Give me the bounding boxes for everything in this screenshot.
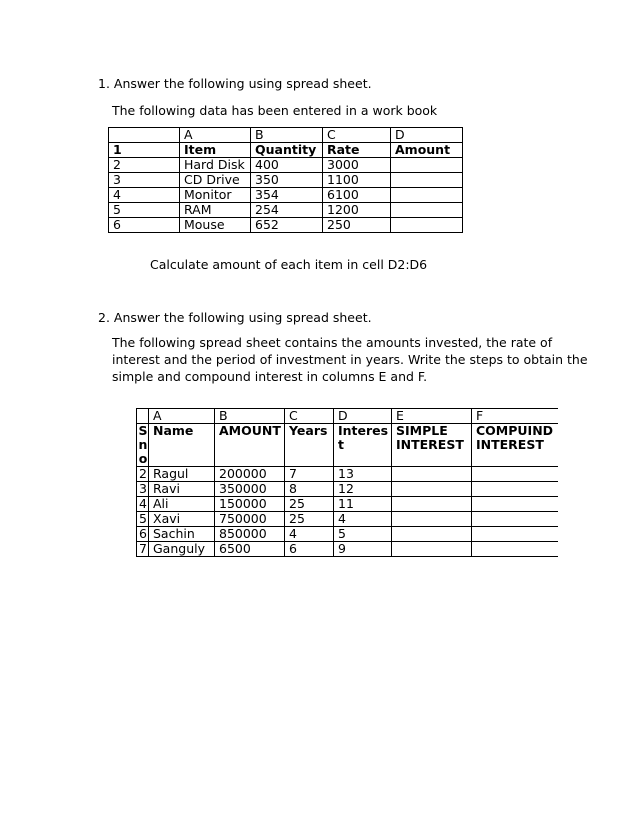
column-letter: B — [251, 128, 323, 143]
column-letter: B — [215, 409, 285, 424]
column-letter: C — [323, 128, 391, 143]
row-number: 6 — [137, 527, 149, 542]
table-2-spreadsheet — [136, 408, 558, 557]
cell — [392, 497, 472, 512]
question-2-heading: 2. Answer the following using spread sheet. — [98, 310, 372, 325]
cell — [472, 512, 558, 527]
cell: 254 — [251, 203, 323, 218]
column-letter: A — [149, 409, 215, 424]
row-number: 4 — [109, 188, 180, 203]
cell — [391, 158, 463, 173]
table-row — [137, 542, 558, 557]
cell: Xavi — [149, 512, 215, 527]
cell: 350000 — [215, 482, 285, 497]
cell — [472, 527, 558, 542]
table-row — [137, 482, 558, 497]
question-2-intro-line-3: simple and compound interest in columns E and F. — [112, 369, 428, 384]
question-1-heading: 1. Answer the following using spread sheet. — [98, 76, 372, 91]
table-row — [137, 467, 558, 482]
table-2-header-row — [137, 424, 558, 467]
cell: 200000 — [215, 467, 285, 482]
header-cell: Interest — [334, 424, 392, 467]
cell: 4 — [334, 512, 392, 527]
row-number: 6 — [109, 218, 180, 233]
table-1-corner-cell — [109, 128, 180, 143]
cell — [392, 542, 472, 557]
table-row — [137, 512, 558, 527]
header-cell: Years — [285, 424, 334, 467]
cell: Sachin — [149, 527, 215, 542]
cell — [391, 173, 463, 188]
cell: Monitor — [180, 188, 251, 203]
cell — [392, 467, 472, 482]
question-1-instruction: Calculate amount of each item in cell D2:D6 — [150, 257, 428, 272]
table-1-header-row — [109, 143, 463, 158]
header-cell: Amount — [391, 143, 463, 158]
table-2-corner-cell — [137, 409, 149, 424]
header-cell: Quantity — [251, 143, 323, 158]
question-2-intro-line-1: The following spread sheet contains the amounts invested, the rate of — [112, 335, 553, 350]
cell — [472, 497, 558, 512]
cell: 25 — [285, 497, 334, 512]
column-letter: D — [334, 409, 392, 424]
cell: 850000 — [215, 527, 285, 542]
cell: 7 — [285, 467, 334, 482]
cell: CD Drive — [180, 173, 251, 188]
row-number: 5 — [109, 203, 180, 218]
cell — [391, 188, 463, 203]
cell: 6500 — [215, 542, 285, 557]
table-row — [109, 173, 463, 188]
row-number: 7 — [137, 542, 149, 557]
cell: Ganguly — [149, 542, 215, 557]
table-row — [137, 497, 558, 512]
cell — [392, 527, 472, 542]
table-row — [109, 203, 463, 218]
cell: 1100 — [323, 173, 391, 188]
cell: 350 — [251, 173, 323, 188]
cell: RAM — [180, 203, 251, 218]
cell: 652 — [251, 218, 323, 233]
header-cell-sno: Sno — [138, 423, 148, 466]
cell: 9 — [334, 542, 392, 557]
table-2-column-letters — [137, 409, 558, 424]
cell — [472, 482, 558, 497]
cell: Ragul — [149, 467, 215, 482]
row-number: 2 — [109, 158, 180, 173]
header-cell: COMPUIND INTEREST — [472, 424, 558, 467]
cell: 150000 — [215, 497, 285, 512]
cell: 8 — [285, 482, 334, 497]
cell — [391, 218, 463, 233]
row-number: 3 — [137, 482, 149, 497]
cell: Ali — [149, 497, 215, 512]
cell — [472, 542, 558, 557]
row-number: 4 — [137, 497, 149, 512]
cell: 6 — [285, 542, 334, 557]
header-cell: Name — [149, 424, 215, 467]
header-cell: AMOUNT — [215, 424, 285, 467]
cell: 354 — [251, 188, 323, 203]
column-letter: E — [392, 409, 472, 424]
cell: 3000 — [323, 158, 391, 173]
cell: 750000 — [215, 512, 285, 527]
cell: Ravi — [149, 482, 215, 497]
cell: 250 — [323, 218, 391, 233]
table-1-column-letters — [109, 128, 463, 143]
table-row — [137, 527, 558, 542]
table-row — [109, 188, 463, 203]
column-letter: D — [391, 128, 463, 143]
row-number: 2 — [137, 467, 149, 482]
cell: Hard Disk — [180, 158, 251, 173]
header-cell: Item — [180, 143, 251, 158]
cell — [391, 203, 463, 218]
header-cell: SIMPLE INTEREST — [392, 424, 472, 467]
cell: 1200 — [323, 203, 391, 218]
cell: 5 — [334, 527, 392, 542]
question-1-intro: The following data has been entered in a work book — [112, 103, 438, 118]
cell — [392, 512, 472, 527]
cell — [392, 482, 472, 497]
cell: 13 — [334, 467, 392, 482]
row-number: 5 — [137, 512, 149, 527]
table-1-spreadsheet — [108, 127, 463, 233]
cell: 400 — [251, 158, 323, 173]
cell: 6100 — [323, 188, 391, 203]
column-letter: F — [472, 409, 558, 424]
cell: 25 — [285, 512, 334, 527]
row-number: 3 — [109, 173, 180, 188]
cell — [472, 467, 558, 482]
column-letter: A — [180, 128, 251, 143]
cell: 12 — [334, 482, 392, 497]
table-row — [109, 218, 463, 233]
cell: 4 — [285, 527, 334, 542]
row-number: 1 — [109, 143, 180, 158]
cell: 11 — [334, 497, 392, 512]
column-letter: C — [285, 409, 334, 424]
question-2-intro-line-2: interest and the period of investment in years. Write the steps to obtain the — [112, 352, 588, 367]
table-row — [109, 158, 463, 173]
header-cell: Rate — [323, 143, 391, 158]
cell: Mouse — [180, 218, 251, 233]
